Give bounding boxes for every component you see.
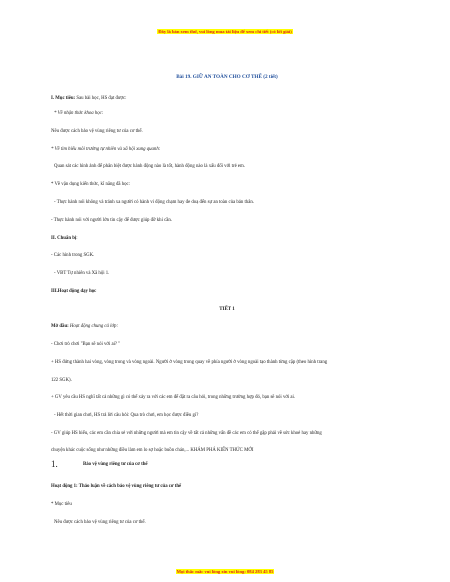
apply-item-1: - Thực hành nói không và tránh xa người có hành vi động chạm hay đe doạ đến sự an toàn của bản thân. [54,200,254,205]
warmup-line [51,324,118,330]
explore-label: * Về tìm hiểu môi trường tự nhiên và xã hội xung quanh: [51,147,161,152]
objectives-heading: I. Mục tiêu: [51,96,76,101]
preview-banner-bottom: Mọi thắc mắc vui lòng xin vui lòng: 084 283 45 85 [176,569,274,574]
paragraph-4a: - GV giúp HS hiểu, các em cần chia sẻ với những người mà em tin cậy về tất cả những vấn đề các em có thể gặp phải về sức khoẻ hay những [51,431,322,436]
apply-item-2: - Thực hành nói với người lớn tin cậy để được giúp đỡ khi cần. [51,218,172,223]
knowledge-label: * Về nhận thức khoa học: [54,111,104,116]
paragraph-1b: 122 SGK). [51,378,72,383]
lesson-number: TIẾT 1 [219,307,235,312]
preview-banner-top: Đây là bản xem thử, vui lòng mua tài liệu để xem chi tiết (có lời giải) [158,29,292,34]
game-line: - Chơi trò chơi "Bạn sẽ nói với ai? " [51,342,121,347]
section-title: Bảo vệ vùng riêng tư của cơ thể [83,462,148,467]
knowledge-text: Nêu được cách bảo vệ vùng riêng tư của cơ thể. [51,129,143,134]
lesson-title: Bài 19. GIỮ AN TOÀN CHO CƠ THỂ (2 tiết) [176,74,278,80]
prep-suffix: : [76,236,78,241]
apply-label: * Về vận dụng kiến thức, kĩ năng đã học: [51,182,130,187]
warmup-label: Mở đầu: [51,324,69,329]
objectives-line [51,96,127,102]
prep-item-1: - Các hình trong SGK. [51,253,95,258]
activities-heading: III.Hoạt động dạy học [51,289,97,294]
goal-text: Nêu được cách bảo vệ vùng riêng tư của cơ thể. [54,520,146,525]
goal-label: * Mục tiêu [51,502,72,507]
paragraph-4b: chuyện khác cuộc sống như những điều làm em lo sợ hoặc buồn chán,... KHÁM PHÁ KIẾN THỨC MỚI [51,448,254,453]
section-heading [51,459,403,479]
explore-text: Quan sát các hình ảnh để phân biệt được hành động nào là tốt, hành động nào là xấu đối với trẻ em. [54,164,245,169]
prep-item-2: - VBT Tự nhiên và Xã hội 1. [54,271,110,276]
activity-1-title: Hoạt động 1: Thảo luận về cách bảo vệ vùng riêng tư của cơ thể [51,484,182,489]
prep-heading: II. Chuẩn bị [51,236,77,241]
paragraph-1a: + HS đứng thành hai vòng, vòng trong và vòng ngoài. Người ở vòng trong quay về phía người ở vòng ngoài tạo thành từng cặp (theo hình trang [51,360,328,365]
warmup-title: Hoạt động chung cả lớp: [68,324,119,329]
objectives-intro: Sau bài học, HS đạt được: [75,96,127,101]
paragraph-3: - Hết thời gian chơi, HS trả lời câu hỏi: Qua trò chơi, em học được điều gì? [54,413,199,418]
prep-line [51,236,78,242]
paragraph-2: + GV yêu cầu HS nghĩ tất cả những gì có thể xảy ra với các em để đặt ra câu hỏi, trong những trường hợp đó, bạn sẽ nói với ai. [51,395,296,400]
section-number: 1. [51,459,58,469]
